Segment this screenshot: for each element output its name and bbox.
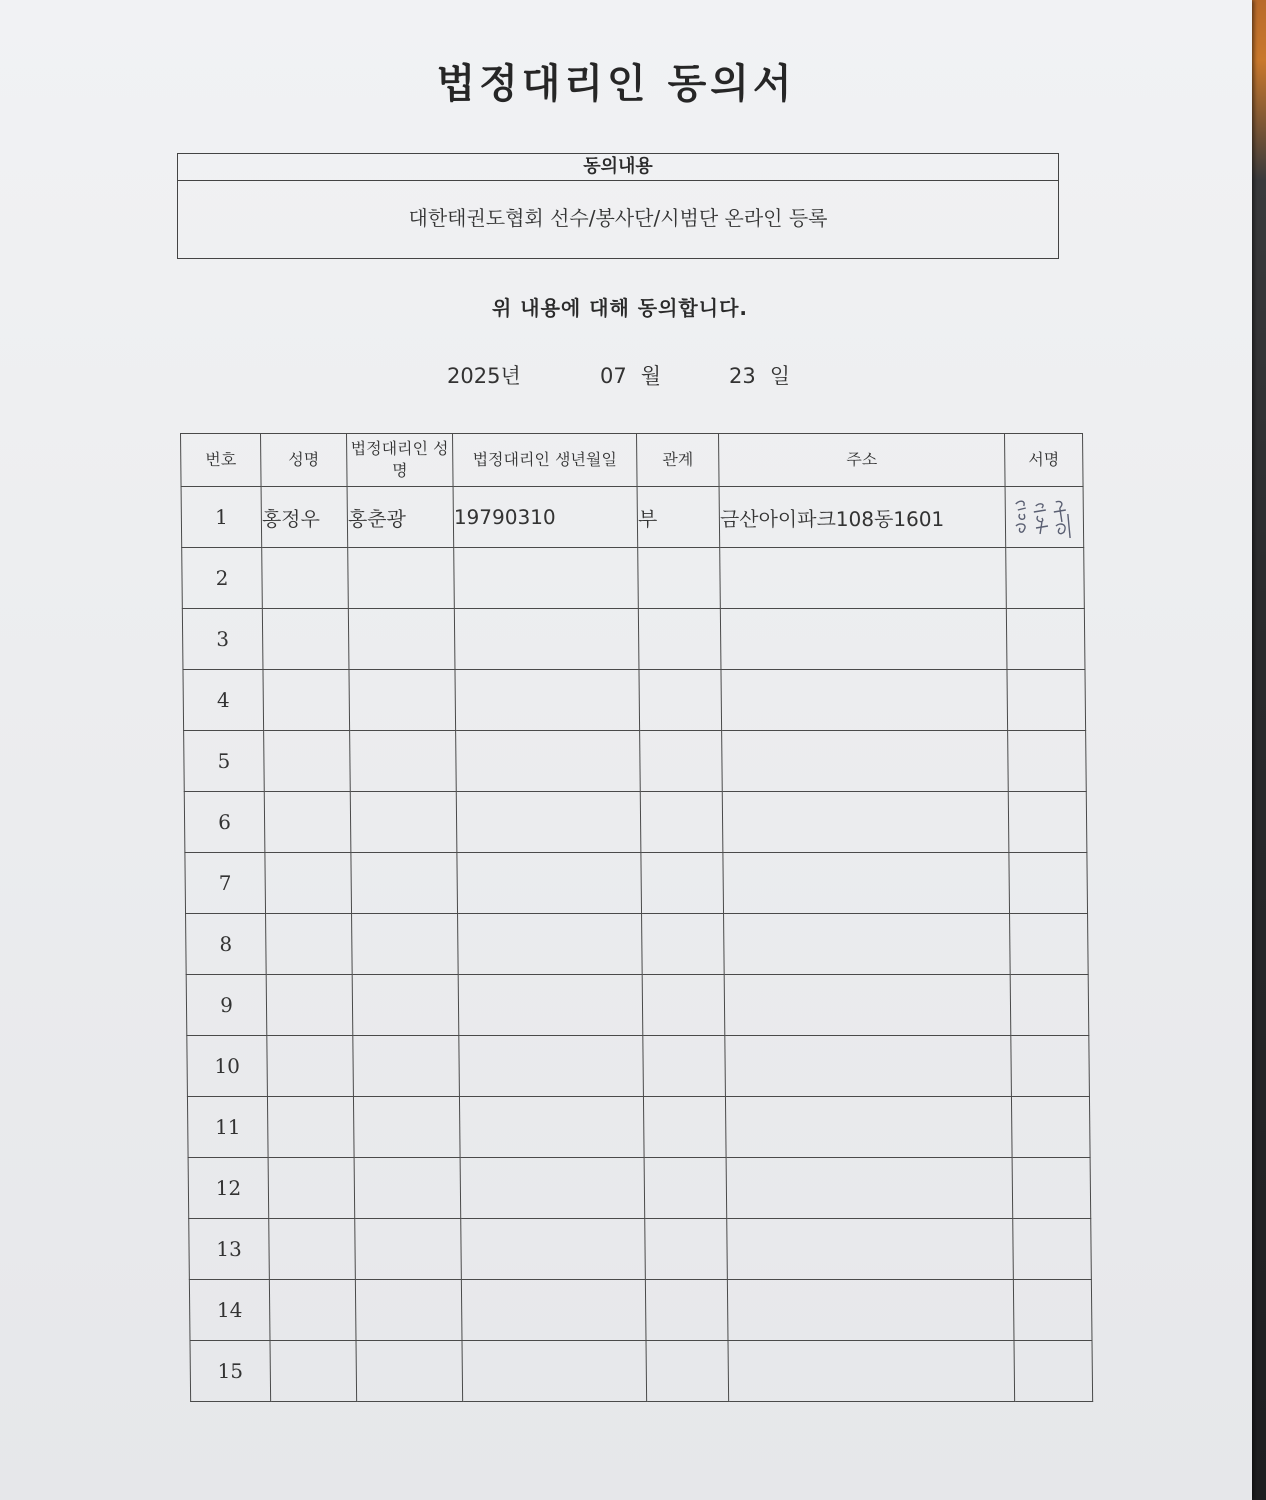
date-month-unit: 월 (640, 364, 662, 388)
cell-guardian-birthdate (459, 1097, 644, 1158)
cell-relation (642, 914, 725, 975)
cell-guardian-name (349, 670, 456, 731)
cell-number: 4 (183, 670, 264, 731)
date-year-unit: 년 (500, 364, 521, 388)
cell-name (263, 670, 350, 731)
cell-signature (1006, 548, 1085, 609)
cell-name (267, 1036, 354, 1097)
cell-guardian-name (352, 914, 459, 975)
guardian-roster-table (180, 433, 1093, 1402)
cell-number: 7 (185, 853, 266, 914)
cell-signature (1007, 670, 1086, 731)
cell-guardian-birthdate (456, 792, 641, 853)
cell-name (262, 609, 349, 670)
header-guardian-birthdate: 법정대리인 생년월일 (453, 434, 638, 487)
date-year (447, 360, 521, 390)
cell-guardian-name (350, 792, 457, 853)
table-row (190, 1341, 1093, 1402)
cell-number: 12 (188, 1158, 269, 1219)
table-row (189, 1280, 1092, 1341)
consent-content-header: 동의내용 (178, 154, 1058, 181)
cell-number: 13 (189, 1219, 270, 1280)
cell-guardian-birthdate (460, 1158, 645, 1219)
cell-guardian-name (348, 609, 455, 670)
cell-guardian-name (351, 853, 458, 914)
header-address: 주소 (719, 434, 1006, 487)
cell-address (724, 975, 1011, 1036)
cell-relation (641, 853, 724, 914)
cell-number: 14 (189, 1280, 270, 1341)
cell-relation (639, 670, 722, 731)
cell-number: 11 (187, 1097, 268, 1158)
cell-address (722, 731, 1009, 792)
cell-address: 금산아이파크108동1601 (719, 487, 1006, 548)
table-row (186, 975, 1089, 1036)
cell-signature (1014, 1341, 1093, 1402)
cell-guardian-birthdate (457, 853, 642, 914)
cell-guardian-name (353, 1036, 460, 1097)
table-row (182, 548, 1085, 609)
table-row (182, 609, 1085, 670)
cell-signature (1013, 1219, 1092, 1280)
cell-relation (646, 1341, 729, 1402)
cell-name (269, 1280, 356, 1341)
date-day (729, 360, 790, 390)
table-row (183, 670, 1086, 731)
cell-address (726, 1158, 1013, 1219)
consent-content-box (177, 153, 1059, 259)
table-row (184, 731, 1087, 792)
header-number: 번호 (181, 434, 262, 487)
cell-number: 1 (181, 487, 262, 548)
cell-relation (644, 1158, 727, 1219)
cell-address (725, 1097, 1012, 1158)
cell-relation (645, 1280, 728, 1341)
cell-address (721, 670, 1008, 731)
handwritten-signature (1006, 492, 1084, 542)
cell-signature (1006, 609, 1085, 670)
cell-relation (642, 975, 725, 1036)
cell-signature (1008, 731, 1087, 792)
cell-signature (1011, 1036, 1090, 1097)
table-row (187, 1036, 1090, 1097)
cell-guardian-name (355, 1280, 462, 1341)
date-year-value: 2025 (447, 364, 501, 388)
cell-number: 15 (190, 1341, 271, 1402)
cell-name: 홍정우 (261, 487, 348, 548)
cell-signature (1009, 853, 1088, 914)
cell-name (266, 914, 353, 975)
cell-guardian-birthdate (462, 1341, 647, 1402)
cell-number: 2 (182, 548, 263, 609)
cell-signature (1013, 1280, 1092, 1341)
cell-relation (640, 792, 723, 853)
document-title: 법정대리인 동의서 (436, 61, 796, 107)
cell-relation: 부 (637, 487, 720, 548)
cell-address (725, 1036, 1012, 1097)
header-name: 성명 (261, 434, 348, 487)
cell-guardian-name (350, 731, 457, 792)
cell-address (727, 1219, 1014, 1280)
date-day-unit: 일 (769, 364, 791, 388)
cell-guardian-name: 홍춘광 (347, 487, 454, 548)
cell-name (266, 975, 353, 1036)
roster-body (181, 487, 1093, 1402)
cell-signature (1008, 792, 1087, 853)
cell-relation (638, 609, 721, 670)
cell-number: 6 (184, 792, 265, 853)
cell-guardian-name (354, 1158, 461, 1219)
date-day-value: 23 (729, 364, 756, 388)
cell-address (728, 1341, 1015, 1402)
table-row (184, 792, 1087, 853)
cell-guardian-name (353, 1097, 460, 1158)
cell-guardian-birthdate (459, 1036, 644, 1097)
cell-guardian-birthdate (461, 1219, 646, 1280)
cell-address (722, 792, 1009, 853)
cell-signature (1012, 1158, 1091, 1219)
cell-number: 10 (187, 1036, 268, 1097)
signature-scribble (1009, 492, 1080, 542)
cell-signature (1010, 914, 1089, 975)
cell-relation (643, 1097, 726, 1158)
cell-number: 9 (186, 975, 267, 1036)
table-row (189, 1219, 1092, 1280)
cell-name (267, 1097, 354, 1158)
cell-relation (645, 1219, 728, 1280)
table-row (188, 1158, 1091, 1219)
cell-address (720, 609, 1007, 670)
table-row (187, 1097, 1090, 1158)
consent-content-body: 대한태권도협회 선수/봉사단/시범단 온라인 등록 (408, 206, 828, 230)
cell-guardian-birthdate (458, 975, 643, 1036)
table-row (185, 853, 1088, 914)
cell-guardian-birthdate (458, 914, 643, 975)
table-row (181, 487, 1084, 548)
cell-name (264, 792, 351, 853)
cell-guardian-birthdate (454, 609, 639, 670)
cell-address (720, 548, 1007, 609)
cell-guardian-birthdate (456, 731, 641, 792)
cell-name (269, 1219, 356, 1280)
cell-name (268, 1158, 355, 1219)
cell-address (723, 853, 1010, 914)
header-signature: 서명 (1005, 434, 1084, 487)
cell-number: 3 (182, 609, 263, 670)
cell-number: 5 (184, 731, 265, 792)
agreement-statement: 위 내용에 대해 동의합니다. (491, 296, 748, 320)
cell-relation (640, 731, 723, 792)
table-row (186, 914, 1089, 975)
cell-guardian-birthdate: 19790310 (453, 487, 638, 548)
table-header-row (181, 434, 1084, 487)
cell-guardian-name (355, 1219, 462, 1280)
cell-guardian-birthdate (461, 1280, 646, 1341)
cell-number: 8 (186, 914, 267, 975)
cell-name (262, 548, 349, 609)
cell-address (727, 1280, 1014, 1341)
cell-guardian-birthdate (455, 670, 640, 731)
cell-guardian-birthdate (454, 548, 639, 609)
header-relation: 관계 (637, 434, 720, 487)
date-month-value: 07 (600, 364, 627, 388)
cell-signature (1011, 1097, 1090, 1158)
cell-relation (643, 1036, 726, 1097)
cell-guardian-name (356, 1341, 463, 1402)
cell-signature (1010, 975, 1089, 1036)
cell-guardian-name (348, 548, 455, 609)
cell-signature (1005, 487, 1084, 548)
date-month (600, 360, 661, 390)
cell-relation (638, 548, 721, 609)
cell-name (265, 853, 352, 914)
header-guardian-name: 법정대리인 성명 (347, 434, 454, 487)
cell-name (270, 1341, 357, 1402)
cell-name (264, 731, 351, 792)
cell-address (724, 914, 1011, 975)
cell-guardian-name (352, 975, 459, 1036)
